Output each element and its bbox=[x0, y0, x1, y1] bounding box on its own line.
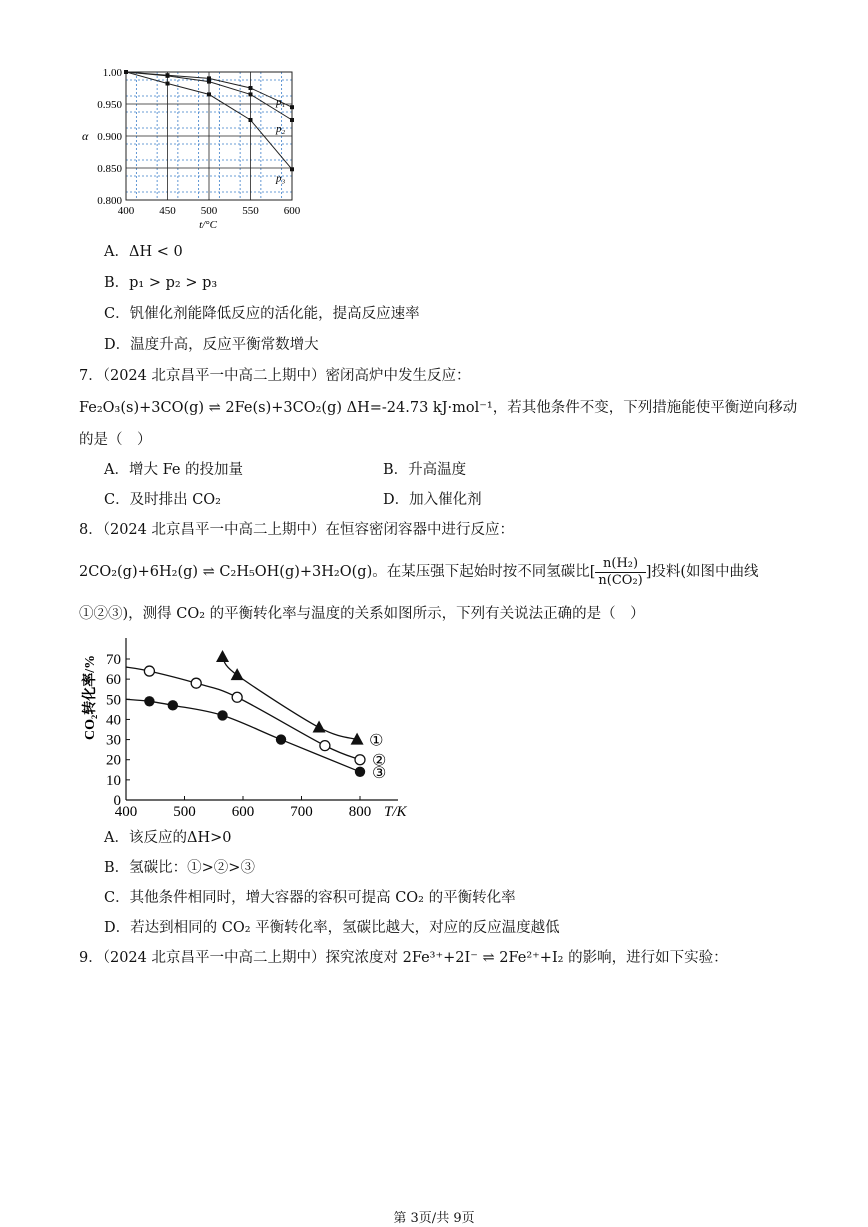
x-tick-label: 400 bbox=[114, 804, 138, 820]
y-tick-label: 20 bbox=[106, 752, 121, 769]
data-point bbox=[249, 92, 253, 96]
q6-option-b: B．p₁ > p₂ > p₃ bbox=[104, 275, 218, 291]
q8-option-d: D．若达到相同的 CO₂ 平衡转化率，氢碳比越大，对应的反应温度越低 bbox=[104, 920, 560, 936]
filled-circle-marker bbox=[276, 734, 286, 744]
y-tick-label: 10 bbox=[106, 772, 121, 789]
series-label: p₂ bbox=[276, 123, 286, 135]
filled-circle-marker bbox=[217, 710, 227, 720]
q9-stem: 9．（2024 北京昌平一中高二上期中）探究浓度对 2Fe³⁺+2I⁻ ⇌ 2Fe²⁺+I₂ 的影响，进行如下实验： bbox=[79, 950, 728, 966]
triangle-marker bbox=[313, 720, 326, 732]
filled-circle-marker bbox=[355, 767, 365, 777]
series-label: ① bbox=[369, 732, 384, 750]
fraction-numerator: n(H₂) bbox=[595, 556, 645, 573]
q8-option-c: C．其他条件相同时，增大容器的容积可提高 CO₂ 的平衡转化率 bbox=[104, 890, 516, 906]
open-circle-marker bbox=[191, 678, 201, 688]
open-circle-marker bbox=[355, 755, 365, 765]
data-point bbox=[207, 92, 211, 96]
x-tick-label: 500 bbox=[173, 804, 196, 820]
q7-option-d: D．加入催化剂 bbox=[383, 492, 482, 508]
x-tick-label: 500 bbox=[200, 205, 218, 217]
q8-equation: 2CO₂(g)+6H₂(g) ⇌ C₂H₅OH(g)+3H₂O(g)。在某压强下起始时按不同氢碳比[ bbox=[79, 564, 596, 580]
y-tick-label: 60 bbox=[106, 672, 121, 689]
y-axis-label: α bbox=[82, 129, 89, 143]
x-tick-label: 600 bbox=[231, 804, 255, 820]
series-curve bbox=[126, 699, 360, 772]
q7-equation: Fe₂O₃(s)+3CO(g) ⇌ 2Fe(s)+3CO₂(g) ΔH=-24.73 kJ·mol⁻¹，若其他条件不变，下列措施能使平衡逆向移动 bbox=[79, 400, 798, 416]
data-point bbox=[249, 118, 253, 122]
open-circle-marker bbox=[232, 692, 242, 702]
series-label: p₃ bbox=[276, 172, 286, 185]
q7-option-c: C．及时排出 CO₂ bbox=[104, 492, 221, 508]
data-point bbox=[290, 167, 294, 171]
data-point bbox=[290, 105, 294, 109]
filled-circle-marker bbox=[144, 696, 154, 706]
q7-stem-end: 的是（ ） bbox=[79, 432, 152, 448]
data-point bbox=[207, 80, 211, 84]
x-tick-label: 400 bbox=[117, 205, 135, 217]
y-tick-label: 0 bbox=[113, 793, 121, 809]
y-tick-label: 0.950 bbox=[97, 99, 122, 111]
alpha-temperature-chart bbox=[78, 60, 318, 235]
x-axis-label: T/K bbox=[384, 804, 407, 820]
filled-circle-marker bbox=[168, 700, 178, 710]
q6-option-c: C．钒催化剂能降低反应的活化能，提高反应速率 bbox=[104, 306, 420, 322]
x-tick-label: 800 bbox=[348, 804, 372, 820]
q7-option-a: A．增大 Fe 的投加量 bbox=[104, 462, 244, 478]
y-tick-label: 0.900 bbox=[97, 131, 122, 143]
series-label: ② bbox=[372, 752, 387, 770]
q8-equation-end: ]投料(如图中曲线 bbox=[645, 564, 759, 580]
series-label: p₁ bbox=[276, 96, 286, 109]
q8-stem-line3: ①②③)，测得 CO₂ 的平衡转化率与温度的关系如图所示，下列有关说法正确的是（ ） bbox=[79, 606, 645, 622]
y-tick-label: 0.850 bbox=[97, 163, 122, 175]
hydrogen-carbon-ratio-fraction bbox=[595, 556, 645, 589]
triangle-marker bbox=[231, 668, 244, 680]
data-point bbox=[166, 74, 170, 78]
triangle-marker bbox=[216, 650, 229, 662]
q6-option-d: D．温度升高，反应平衡常数增大 bbox=[104, 337, 319, 353]
q8-equation-line bbox=[79, 552, 759, 592]
y-tick-label: 40 bbox=[106, 712, 121, 729]
x-axis-label: t/°C bbox=[199, 219, 217, 231]
data-point bbox=[124, 70, 128, 74]
fraction-denominator: n(CO₂) bbox=[598, 572, 643, 588]
open-circle-marker bbox=[144, 666, 154, 676]
data-point bbox=[166, 82, 170, 86]
x-tick-label: 600 bbox=[283, 205, 301, 217]
open-circle-marker bbox=[320, 741, 330, 751]
series-label: ③ bbox=[372, 764, 387, 782]
co2-conversion-chart bbox=[78, 632, 423, 822]
y-tick-label: 0.800 bbox=[97, 195, 122, 207]
page-footer: 第 3页/共 9页 bbox=[393, 1211, 475, 1226]
data-point bbox=[290, 118, 294, 122]
x-tick-label: 450 bbox=[159, 205, 176, 217]
x-tick-label: 700 bbox=[290, 804, 313, 820]
q7-option-b: B．升高温度 bbox=[383, 462, 467, 478]
x-tick-label: 550 bbox=[242, 205, 259, 217]
y-tick-label: 70 bbox=[106, 652, 121, 668]
y-tick-label: 1.00 bbox=[102, 67, 122, 79]
y-axis-label: CO₂转化率/% bbox=[83, 654, 98, 740]
q8-stem: 8．（2024 北京昌平一中高二上期中）在恒容密闭容器中进行反应： bbox=[79, 522, 514, 538]
data-point bbox=[249, 86, 253, 90]
q8-option-b: B．氢碳比：①>②>③ bbox=[104, 860, 255, 876]
q6-option-a: A．ΔH < 0 bbox=[104, 244, 183, 260]
y-tick-label: 50 bbox=[106, 692, 121, 709]
q8-option-a: A．该反应的ΔH>0 bbox=[104, 830, 232, 846]
q7-stem: 7．（2024 北京昌平一中高二上期中）密闭高炉中发生反应： bbox=[79, 368, 471, 384]
y-tick-label: 30 bbox=[106, 732, 121, 749]
